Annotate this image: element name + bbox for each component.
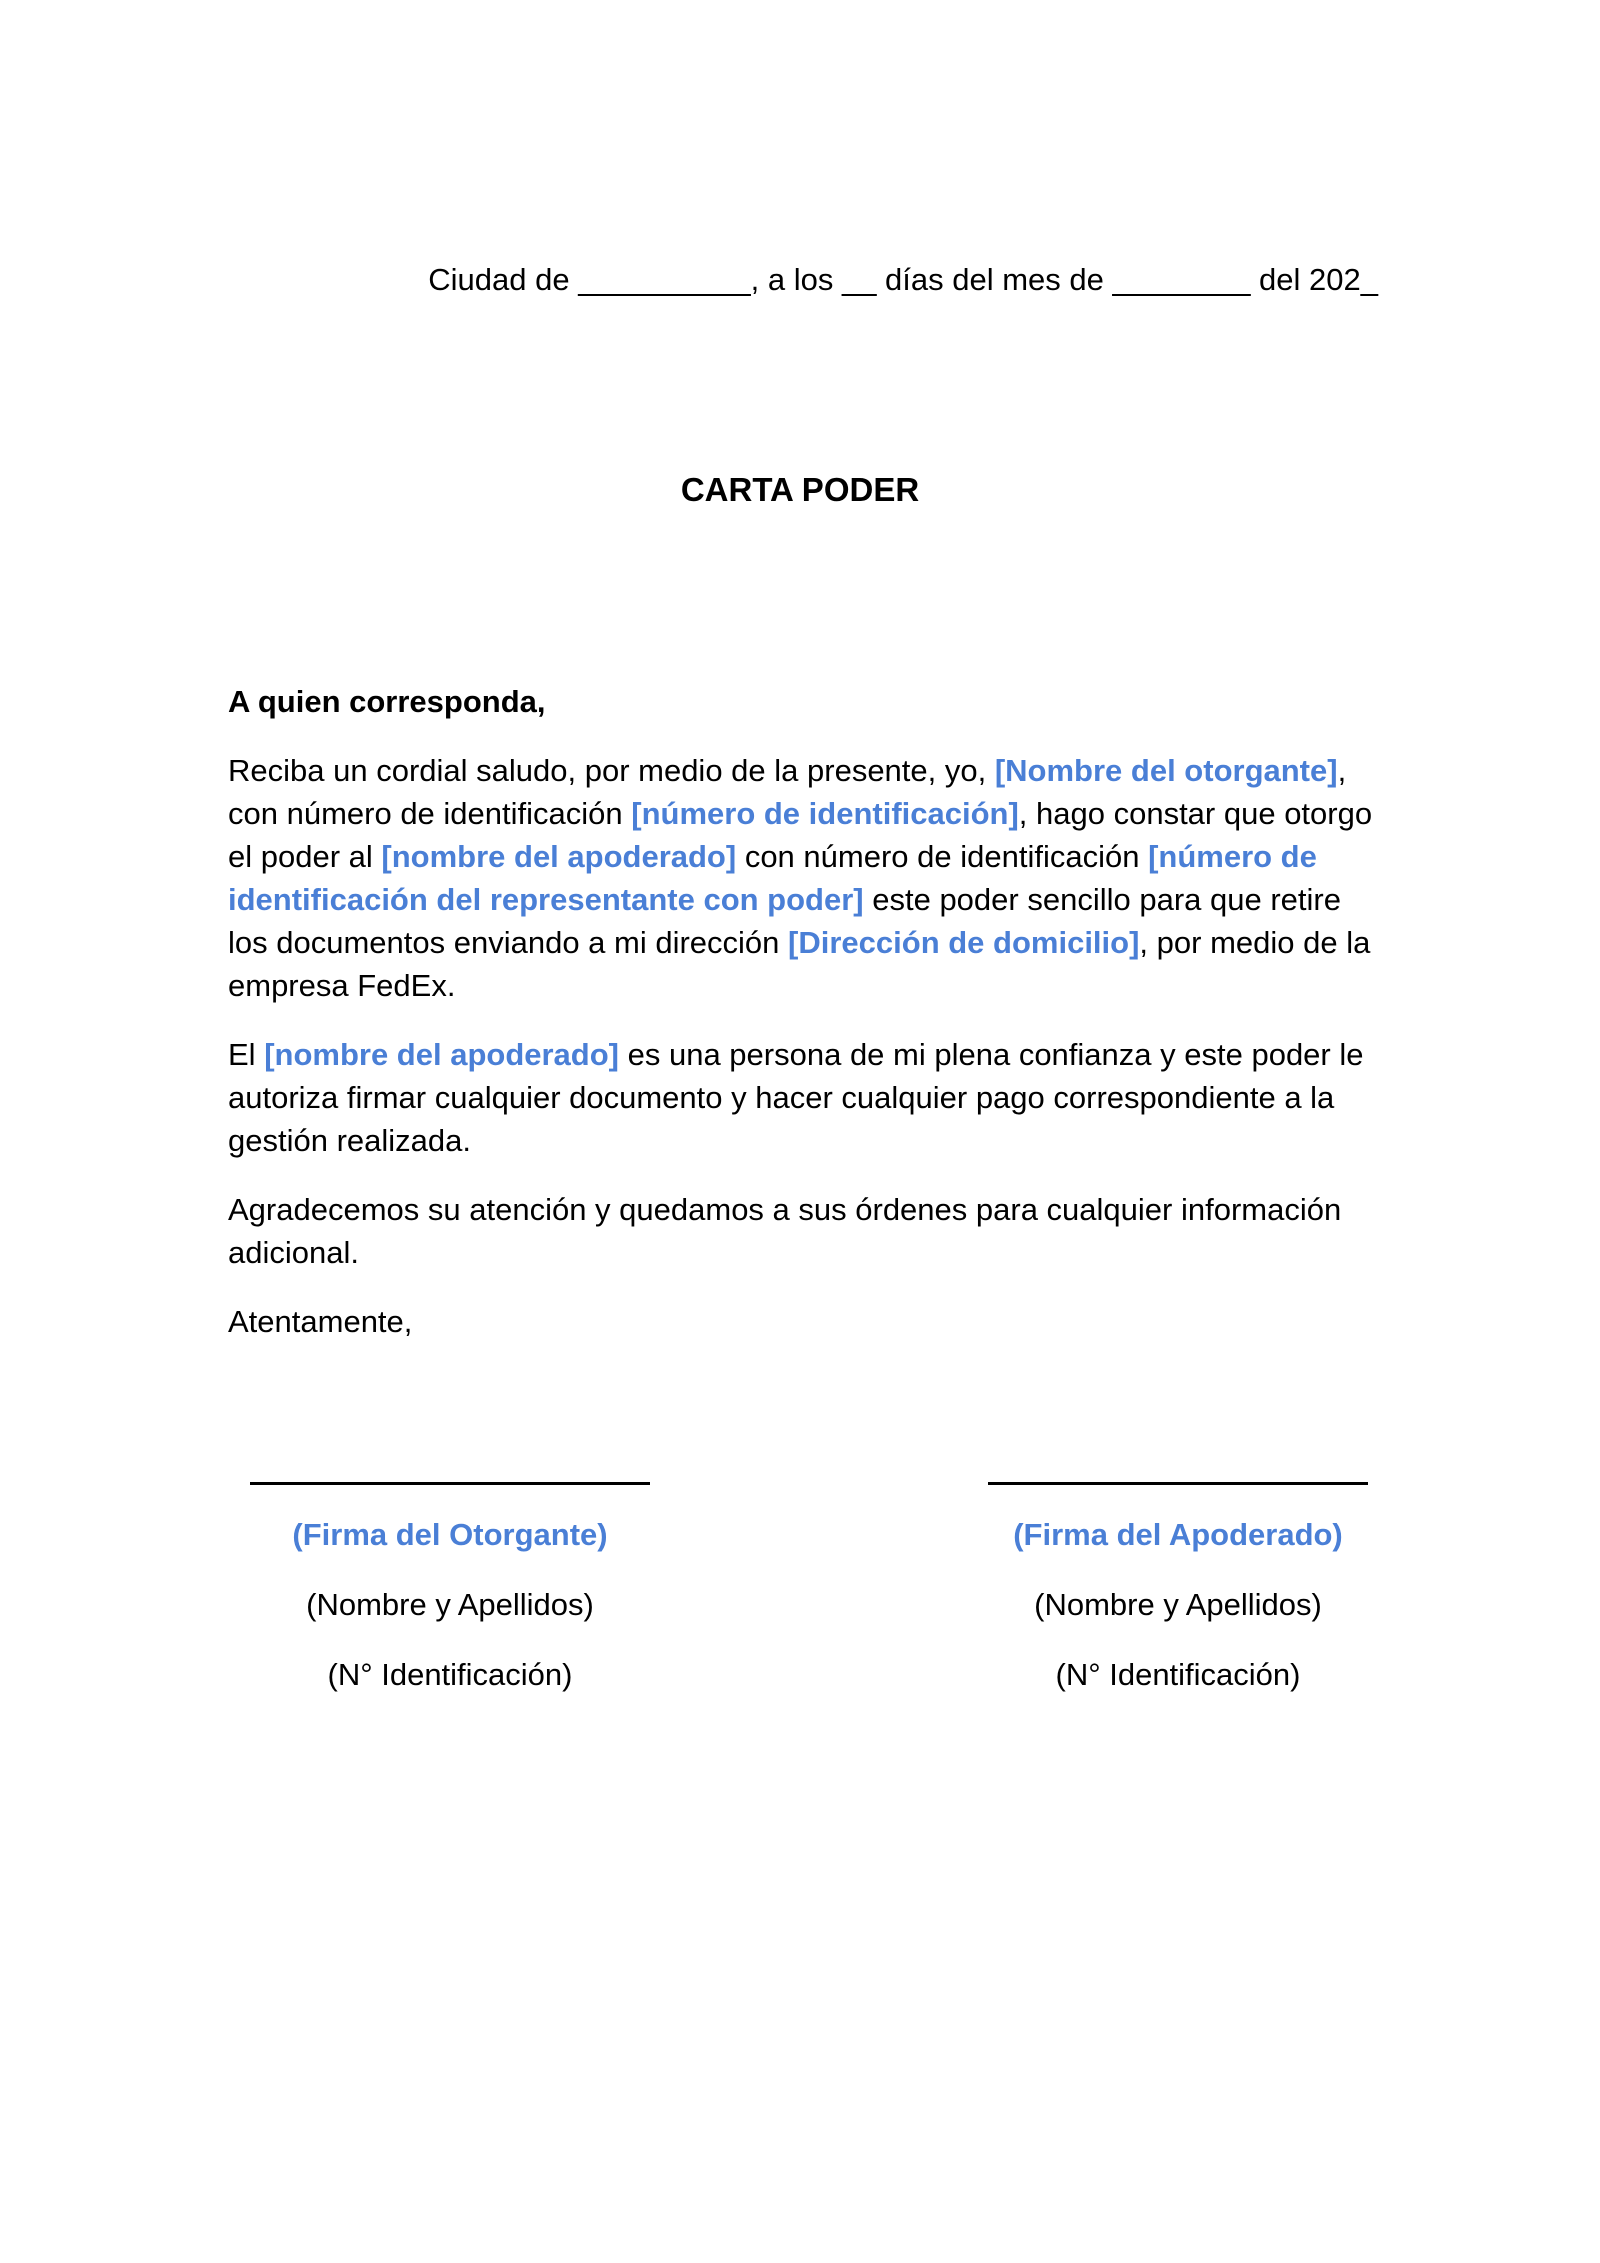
paragraph-text: con número de identificación	[736, 839, 1149, 874]
greeting: A quien corresponda,	[228, 684, 546, 719]
paragraph-trust	[228, 1033, 1386, 1162]
placeholder-grantor-name: [Nombre del otorgante]	[994, 753, 1338, 788]
document-title: CARTA PODER	[680, 471, 920, 508]
closing: Atentamente,	[228, 1304, 413, 1339]
signature-role: (Firma del Otorgante)	[292, 1517, 608, 1552]
placeholder-agent-id: [número de identificación del representante con poder]	[228, 839, 1317, 917]
paragraph-text: este poder sencillo para que retire los documentos enviando a mi dirección	[228, 882, 1341, 960]
signature-name: (Nombre y Apellidos)	[1034, 1587, 1322, 1622]
signature-id: (N° Identificación)	[1055, 1657, 1301, 1692]
paragraph-thanks: Agradecemos su atención y quedamos a sus órdenes para cualquier información adicional.	[228, 1192, 1342, 1270]
placeholder-address: [Dirección de domicilio]	[788, 925, 1140, 960]
date-line: Ciudad de __________, a los __ días del mes de ________ del 202_	[428, 262, 1378, 297]
signature-name: (Nombre y Apellidos)	[306, 1587, 594, 1622]
signature-line	[988, 1482, 1368, 1485]
placeholder-agent-name: [nombre del apoderado]	[264, 1037, 619, 1072]
signature-role: (Firma del Apoderado)	[1013, 1517, 1343, 1552]
paragraph-text: es una persona de mi plena confianza y este poder le autoriza firmar cualquier documento y hacer cualquier pago correspondiente a la gestión realizada.	[228, 1037, 1364, 1158]
signature-line	[250, 1482, 650, 1485]
paragraph-text: , con número de identificación	[228, 753, 1347, 831]
paragraph-grant	[228, 749, 1386, 1007]
signature-block-agent	[988, 1470, 1368, 1723]
signature-block-grantor	[250, 1470, 650, 1723]
placeholder-grantor-id: [número de identificación]	[631, 796, 1019, 831]
paragraph-text: El	[228, 1037, 265, 1072]
paragraph-text: , hago constar que otorgo el poder al	[228, 796, 1373, 874]
paragraph-text: Reciba un cordial saludo, por medio de la presente, yo,	[228, 753, 995, 788]
letter-body	[228, 680, 1386, 1369]
placeholder-agent-name: [nombre del apoderado]	[381, 839, 737, 874]
signature-id: (N° Identificación)	[327, 1657, 573, 1692]
paragraph-text: , por medio de la empresa FedEx.	[228, 925, 1371, 1003]
